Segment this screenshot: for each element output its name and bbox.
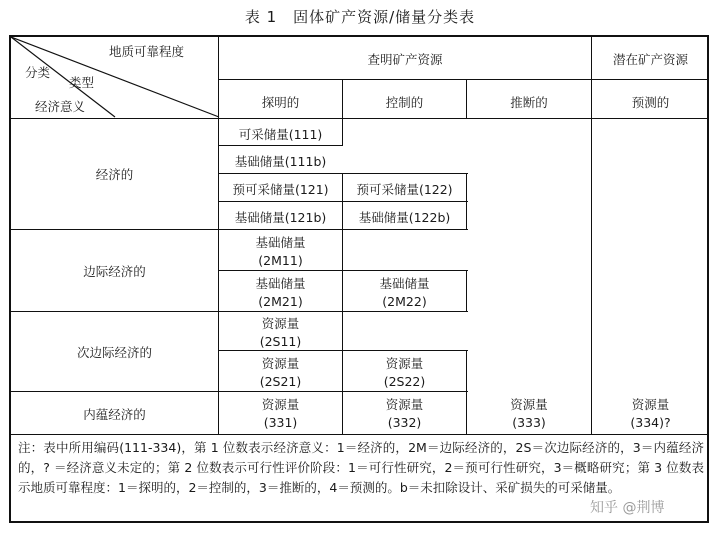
row-submarginal: 次边际经济的 — [76, 345, 152, 360]
row-intrinsic: 内蕴经济的 — [83, 407, 146, 422]
cell-2s22-label: 资源量 — [385, 356, 424, 371]
divider — [466, 350, 467, 391]
cell-111: 可采储量(111) — [238, 127, 323, 142]
divider — [342, 311, 343, 351]
cell-2s21-code: (2S21) — [259, 374, 302, 389]
cell-2m22-label: 基础储量 — [379, 276, 430, 291]
divider — [218, 229, 468, 230]
cell-2m21-code: (2M21) — [258, 294, 303, 309]
divider — [218, 350, 468, 351]
header-type: 类型 — [69, 75, 95, 90]
cell-121: 预可采储量(121) — [232, 182, 329, 197]
header-econ-meaning: 经济意义 — [35, 99, 86, 114]
divider — [11, 311, 219, 312]
cell-331-label: 资源量 — [261, 397, 300, 412]
row-economic: 经济的 — [95, 167, 134, 182]
cell-121b: 基础储量(121b) — [234, 210, 327, 225]
cell-122b: 基础储量(122b) — [358, 210, 451, 225]
cell-334-label: 资源量 — [631, 397, 670, 412]
header-controlled: 控制的 — [385, 95, 424, 110]
cell-2m11-code: (2M11) — [258, 253, 303, 268]
divider — [218, 311, 468, 312]
divider — [11, 391, 219, 392]
cell-2m11-label: 基础储量 — [255, 235, 306, 250]
header-explored: 探明的 — [261, 95, 300, 110]
cell-2s22-code: (2S22) — [383, 374, 426, 389]
divider — [11, 118, 709, 119]
divider — [11, 434, 709, 435]
divider — [218, 79, 709, 80]
divider — [218, 173, 468, 174]
table-footnote: 注：表中所用编码(111-334)，第 1 位数表示经济意义：1＝经济的，2M＝边际经济的，2S＝次边际经济的，3＝内蕴经济的，? ＝经济意义未定的；第 2 位数表示可行性评价阶段：1＝可行性研究，2＝预可行性研究，3＝概略研究；第 3 位数表示地质可靠程度：1＝探明的，2＝控制的，3＝推断的，4＝预测的。b＝未扣除设计、采矿损失的可采储量。 — [18, 440, 704, 495]
cell-111b: 基础储量(111b) — [234, 154, 327, 169]
cell-2s21-label: 资源量 — [261, 356, 300, 371]
divider — [218, 145, 343, 146]
cell-332-label: 资源量 — [385, 397, 424, 412]
header-identified: 查明矿产资源 — [367, 52, 443, 67]
cell-334-code: (334)? — [630, 415, 671, 430]
header-classify: 分类 — [25, 65, 51, 80]
divider — [466, 173, 467, 229]
cell-333-code: (333) — [512, 415, 546, 430]
cell-331-code: (331) — [263, 415, 298, 430]
divider — [11, 229, 219, 230]
table-title: 表 1 固体矿产资源/储量分类表 — [244, 8, 476, 26]
divider — [218, 270, 468, 271]
row-marginal: 边际经济的 — [83, 264, 146, 279]
divider — [342, 229, 343, 271]
watermark: 知乎 @荆博 — [590, 500, 665, 516]
header-geo-reliability: 地质可靠程度 — [109, 44, 185, 59]
header-potential: 潜在矿产资源 — [612, 52, 688, 67]
header-predicted: 预测的 — [631, 95, 670, 110]
divider — [466, 270, 467, 311]
cell-2s11-label: 资源量 — [261, 316, 300, 331]
divider — [218, 391, 468, 392]
cell-2m22-code: (2M22) — [382, 294, 427, 309]
cell-2s11-code: (2S11) — [259, 334, 302, 349]
divider — [218, 201, 468, 202]
cell-122: 预可采储量(122) — [356, 182, 453, 197]
cell-333-label: 资源量 — [510, 397, 548, 412]
divider — [342, 118, 343, 146]
header-inferred: 推断的 — [510, 95, 548, 110]
cell-2m21-label: 基础储量 — [255, 276, 306, 291]
cell-332-code: (332) — [387, 415, 422, 430]
